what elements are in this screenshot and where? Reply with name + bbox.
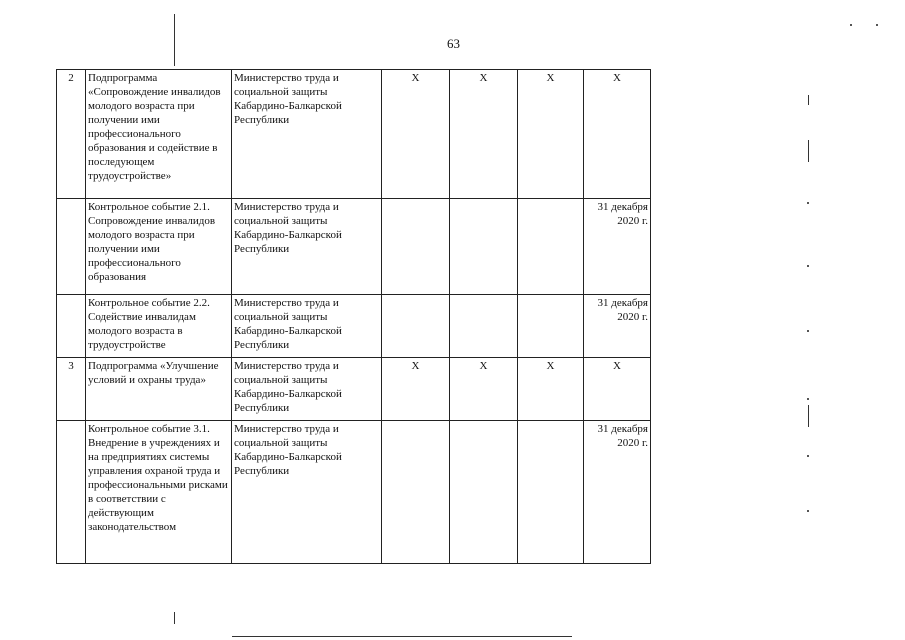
scan-artifact-dot bbox=[807, 398, 809, 400]
row-number bbox=[57, 295, 86, 358]
deadline-date: 31 декабря 2020 г. bbox=[584, 295, 651, 358]
scan-artifact-line bbox=[174, 14, 175, 66]
row-number bbox=[57, 421, 86, 564]
table-row bbox=[57, 295, 651, 358]
executor: Министерство труда и социальной защиты Кабардино-Балкарской Республики bbox=[232, 421, 382, 564]
executor: Министерство труда и социальной защиты Кабардино-Балкарской Республики bbox=[232, 295, 382, 358]
table-row bbox=[57, 421, 651, 564]
event-name: Подпрограмма «Сопровождение инвалидов молодого возраста при получении ими профессионального образования и содействие в последующем трудоустройстве» bbox=[86, 70, 232, 199]
mark-cell: Х bbox=[382, 358, 450, 421]
scan-artifact-line bbox=[808, 95, 809, 105]
empty-cell bbox=[518, 421, 584, 564]
table-row bbox=[57, 70, 651, 199]
empty-cell bbox=[450, 421, 518, 564]
scan-artifact-dot bbox=[807, 202, 809, 204]
row-number: 3 bbox=[57, 358, 86, 421]
empty-cell bbox=[450, 295, 518, 358]
scan-artifact-line bbox=[808, 140, 809, 162]
empty-cell bbox=[382, 421, 450, 564]
scan-artifact-dot bbox=[807, 265, 809, 267]
executor: Министерство труда и социальной защиты Кабардино-Балкарской Республики bbox=[232, 70, 382, 199]
mark-cell: Х bbox=[584, 70, 651, 199]
mark-cell: Х bbox=[450, 70, 518, 199]
page-number: 63 bbox=[447, 36, 460, 51]
mark-cell: Х bbox=[584, 358, 651, 421]
plan-table bbox=[56, 69, 651, 564]
row-number bbox=[57, 199, 86, 295]
scan-artifact-dot bbox=[807, 510, 809, 512]
scan-artifact-line bbox=[232, 636, 572, 637]
mark-cell: Х bbox=[450, 358, 518, 421]
deadline-date: 31 декабря 2020 г. bbox=[584, 199, 651, 295]
empty-cell bbox=[518, 295, 584, 358]
scan-artifact-dot bbox=[876, 24, 878, 26]
empty-cell bbox=[450, 199, 518, 295]
scan-artifact-line bbox=[174, 612, 175, 624]
row-number: 2 bbox=[57, 70, 86, 199]
empty-cell bbox=[382, 295, 450, 358]
empty-cell bbox=[518, 199, 584, 295]
empty-cell bbox=[382, 199, 450, 295]
mark-cell: Х bbox=[382, 70, 450, 199]
event-name: Контрольное событие 3.1. Внедрение в учреждениях и на предприятиях системы управления охраной труда и профессиональными рисками в соответствии с действующим законодательством bbox=[86, 421, 232, 564]
event-name: Контрольное событие 2.1. Сопровождение инвалидов молодого возраста при получении ими профессионального образования bbox=[86, 199, 232, 295]
mark-cell: Х bbox=[518, 70, 584, 199]
scan-artifact-dot bbox=[807, 455, 809, 457]
table-row bbox=[57, 358, 651, 421]
scan-artifact-dot bbox=[850, 24, 852, 26]
deadline-date: 31 декабря 2020 г. bbox=[584, 421, 651, 564]
mark-cell: Х bbox=[518, 358, 584, 421]
executor: Министерство труда и социальной защиты Кабардино-Балкарской Республики bbox=[232, 199, 382, 295]
scan-artifact-line bbox=[808, 405, 809, 427]
scan-artifact-dot bbox=[807, 330, 809, 332]
executor: Министерство труда и социальной защиты Кабардино-Балкарской Республики bbox=[232, 358, 382, 421]
event-name: Подпрограмма «Улучшение условий и охраны труда» bbox=[86, 358, 232, 421]
event-name: Контрольное событие 2.2. Содействие инвалидам молодого возраста в трудоустройстве bbox=[86, 295, 232, 358]
table-row bbox=[57, 199, 651, 295]
